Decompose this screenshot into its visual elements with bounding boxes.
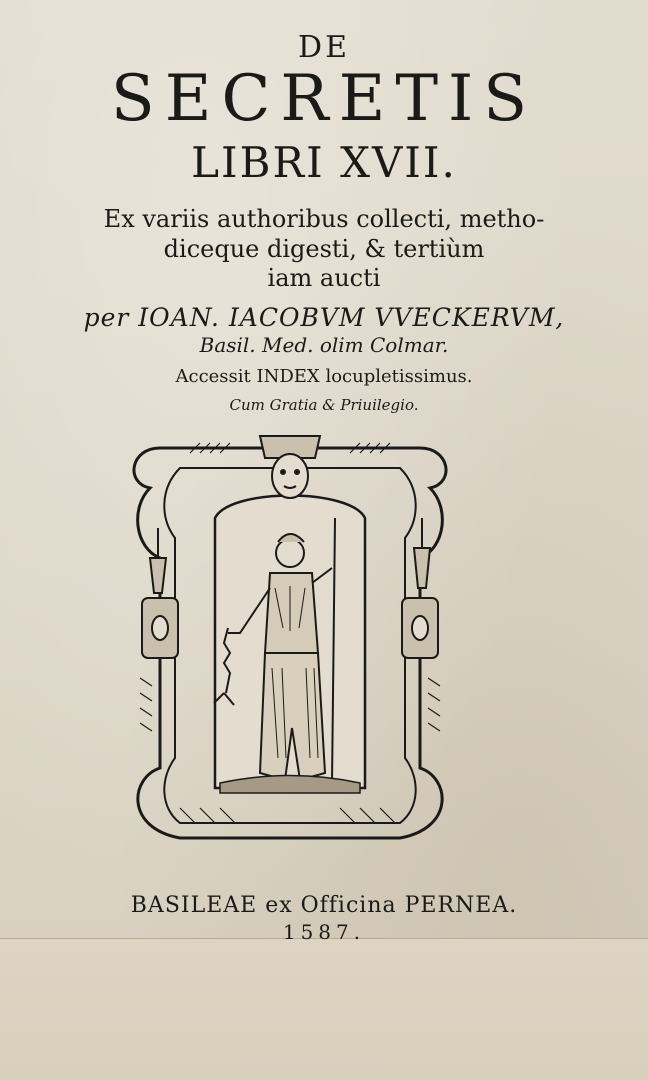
index-note: Accessit INDEX locupletissimus. xyxy=(175,366,473,387)
imprint-place: BASILEAE ex Officina PERNEA. xyxy=(130,893,518,918)
title-de: DE xyxy=(298,30,350,65)
subtitle-line-1: Ex variis authoribus collecti, metho- xyxy=(103,205,545,233)
author-line-2: Basil. Med. olim Colmar. xyxy=(199,333,449,357)
printer-device-woodcut xyxy=(120,428,460,853)
privilege-note: Cum Gratia & Priuilegio. xyxy=(229,396,419,414)
author-line-1: per IOAN. IACOBVM VVECKERVM, xyxy=(83,303,565,332)
imprint-year: 1587. xyxy=(282,920,366,944)
title-libri: LIBRI XVII. xyxy=(191,138,457,187)
subtitle-line-2: diceque digesti, & tertiùm xyxy=(163,235,485,263)
subtitle-line-3: iam aucti xyxy=(267,264,381,292)
title-secretis: SECRETIS xyxy=(110,62,538,136)
lower-sheet xyxy=(0,938,648,1080)
